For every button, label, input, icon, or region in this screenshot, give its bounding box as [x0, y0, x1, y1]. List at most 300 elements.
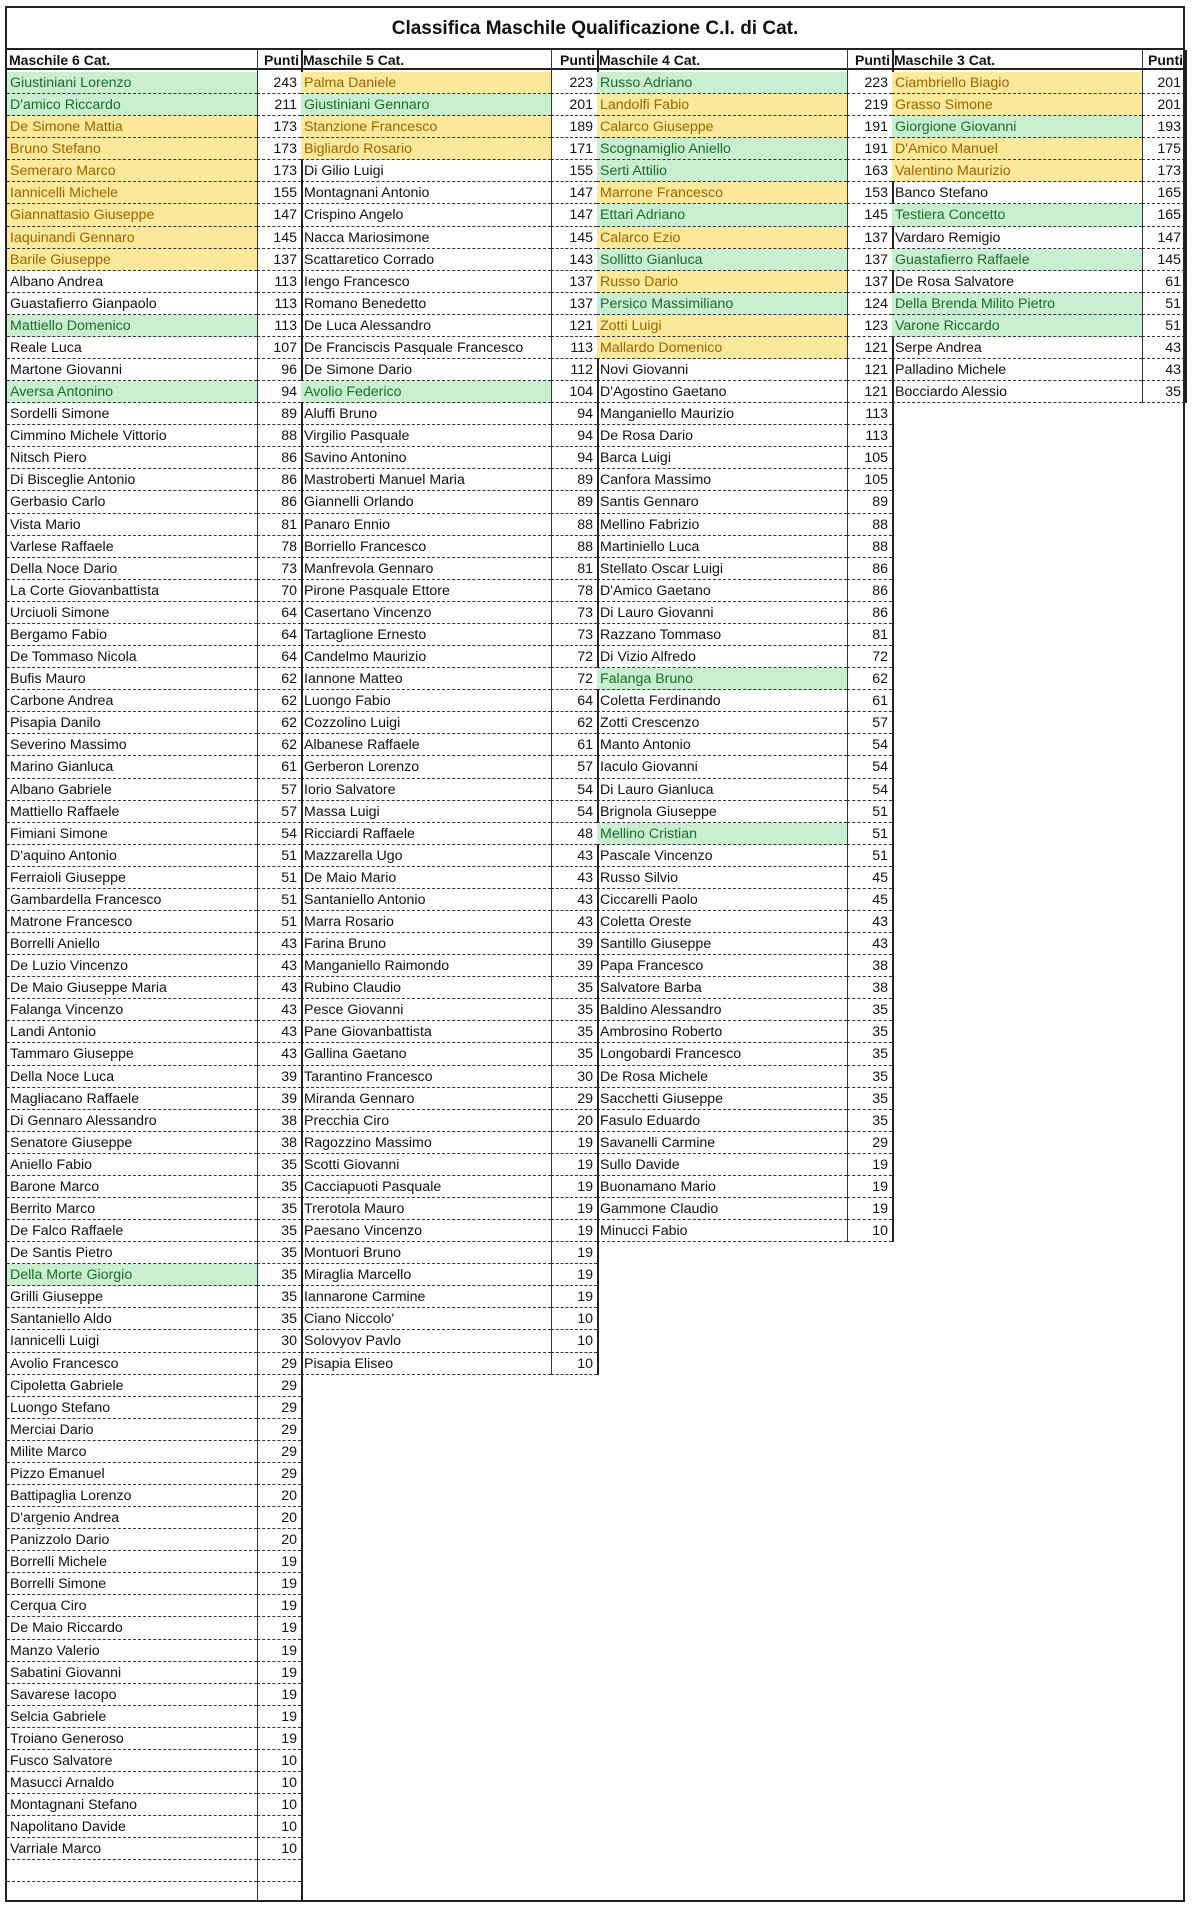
- player-points: 30: [257, 1330, 301, 1352]
- table-row: [301, 955, 597, 977]
- player-name: Varlese Raffaele: [7, 536, 257, 558]
- column-title: Maschile 5 Cat.: [303, 52, 405, 68]
- player-name: Mattiello Raffaele: [7, 801, 257, 823]
- player-name: Farina Bruno: [301, 933, 551, 955]
- player-name: Ragozzino Massimo: [301, 1132, 551, 1154]
- player-points: 29: [257, 1397, 301, 1419]
- player-points: 19: [551, 1220, 597, 1242]
- player-points: 35: [847, 999, 892, 1021]
- player-name: Rubino Claudio: [301, 977, 551, 999]
- player-points: 107: [257, 337, 301, 359]
- player-name: De Franciscis Pasquale Francesco: [301, 337, 551, 359]
- player-points: 96: [257, 359, 301, 381]
- player-name: De Tommaso Nicola: [7, 646, 257, 668]
- player-name: Albanese Raffaele: [301, 734, 551, 756]
- player-points: 39: [551, 955, 597, 977]
- table-row: [301, 249, 597, 271]
- player-points: 19: [257, 1706, 301, 1728]
- player-name: Santaniello Aldo: [7, 1308, 257, 1330]
- player-name: Troiano Generoso: [7, 1728, 257, 1750]
- player-name: De Rosa Michele: [597, 1066, 847, 1088]
- player-points: 19: [257, 1573, 301, 1595]
- player-name: Montagnani Antonio: [301, 182, 551, 204]
- player-name: Luongo Fabio: [301, 690, 551, 712]
- player-points: 57: [847, 712, 892, 734]
- player-points: 51: [257, 889, 301, 911]
- player-points: 81: [551, 558, 597, 580]
- player-points: 171: [551, 138, 597, 160]
- player-points: 19: [257, 1595, 301, 1617]
- player-name: Savarese Iacopo: [7, 1684, 257, 1706]
- column-divider: [1185, 50, 1187, 403]
- player-name: Marino Gianluca: [7, 756, 257, 778]
- table-row: [301, 1264, 597, 1286]
- player-name: Pane Giovanbattista: [301, 1021, 551, 1043]
- player-points: 19: [257, 1640, 301, 1662]
- player-name: Precchia Ciro: [301, 1110, 551, 1132]
- player-name: Mattiello Domenico: [7, 315, 257, 337]
- player-name: Bruno Stefano: [7, 138, 257, 160]
- player-points: 19: [551, 1198, 597, 1220]
- player-name: Ciano Niccolo': [301, 1308, 551, 1330]
- player-name: Salvatore Barba: [597, 977, 847, 999]
- table-row: [301, 756, 597, 778]
- player-name: Sacchetti Giuseppe: [597, 1088, 847, 1110]
- player-name: Canfora Massimo: [597, 469, 847, 491]
- player-points: 43: [847, 933, 892, 955]
- player-points: 121: [847, 337, 892, 359]
- player-name: Reale Luca: [7, 337, 257, 359]
- player-name: Santaniello Antonio: [301, 889, 551, 911]
- page-title: Classifica Maschile Qualificazione C.I. di Cat.: [7, 8, 1183, 50]
- player-name: Avolio Francesco: [7, 1353, 257, 1375]
- player-points: 73: [257, 558, 301, 580]
- player-points: 35: [1142, 381, 1185, 403]
- player-name: Martone Giovanni: [7, 359, 257, 381]
- player-name: Della Noce Luca: [7, 1066, 257, 1088]
- player-name: Della Brenda Milito Pietro: [892, 293, 1142, 315]
- player-points: 39: [257, 1066, 301, 1088]
- player-name: Razzano Tommaso: [597, 624, 847, 646]
- player-name: Mastroberti Manuel Maria: [301, 469, 551, 491]
- player-name: La Corte Giovanbattista: [7, 580, 257, 602]
- table-row: [301, 668, 597, 690]
- player-points: 35: [257, 1308, 301, 1330]
- player-points: 54: [551, 801, 597, 823]
- table-row: [301, 602, 597, 624]
- player-name: Vardaro Remigio: [892, 227, 1142, 249]
- player-name: Falanga Bruno: [597, 668, 847, 690]
- player-name: Pascale Vincenzo: [597, 845, 847, 867]
- player-points: 201: [551, 94, 597, 116]
- table-row: [301, 491, 597, 513]
- table-row: [301, 1154, 597, 1176]
- table-row: [301, 801, 597, 823]
- player-name: Gallina Gaetano: [301, 1043, 551, 1065]
- player-points: 43: [257, 933, 301, 955]
- player-points: 173: [257, 116, 301, 138]
- player-points: 35: [551, 1043, 597, 1065]
- player-points: 19: [847, 1154, 892, 1176]
- player-name: Della Noce Dario: [7, 558, 257, 580]
- player-name: Giustiniani Lorenzo: [7, 72, 257, 94]
- player-points: 19: [551, 1264, 597, 1286]
- player-name: Scattaretico Corrado: [301, 249, 551, 271]
- player-points: 191: [847, 116, 892, 138]
- table-row: [301, 1198, 597, 1220]
- player-points: 10: [551, 1308, 597, 1330]
- player-points: 54: [847, 734, 892, 756]
- player-points: 51: [847, 845, 892, 867]
- player-points: 43: [257, 955, 301, 977]
- player-name: Pirone Pasquale Ettore: [301, 580, 551, 602]
- player-points: 19: [551, 1176, 597, 1198]
- player-name: Tammaro Giuseppe: [7, 1043, 257, 1065]
- player-points: 61: [1142, 271, 1185, 293]
- table-row: [301, 1242, 597, 1264]
- player-name: Bufis Mauro: [7, 668, 257, 690]
- player-name: Iaculo Giovanni: [597, 756, 847, 778]
- player-name: Sullo Davide: [597, 1154, 847, 1176]
- player-name: Ferraioli Giuseppe: [7, 867, 257, 889]
- table-row: [301, 1308, 597, 1330]
- player-points: 43: [847, 911, 892, 933]
- player-name: Barca Luigi: [597, 447, 847, 469]
- player-points: 45: [847, 867, 892, 889]
- player-points: 29: [847, 1132, 892, 1154]
- player-points: 86: [847, 602, 892, 624]
- player-name: Manto Antonio: [597, 734, 847, 756]
- player-name: Carbone Andrea: [7, 690, 257, 712]
- player-name: Pisapia Eliseo: [301, 1353, 551, 1375]
- player-points: 35: [551, 999, 597, 1021]
- table-row: [301, 1110, 597, 1132]
- player-points: 48: [551, 823, 597, 845]
- player-points: 72: [551, 668, 597, 690]
- player-points: 29: [257, 1375, 301, 1397]
- player-points: 64: [257, 602, 301, 624]
- player-name: Paesano Vincenzo: [301, 1220, 551, 1242]
- player-points: 35: [551, 977, 597, 999]
- player-points: 137: [847, 249, 892, 271]
- player-points: 35: [847, 1110, 892, 1132]
- player-points: 104: [551, 381, 597, 403]
- player-name: Senatore Giuseppe: [7, 1132, 257, 1154]
- player-points: 19: [847, 1176, 892, 1198]
- player-name: Baldino Alessandro: [597, 999, 847, 1021]
- player-points: 86: [257, 469, 301, 491]
- player-points: 70: [257, 580, 301, 602]
- player-name: De Maio Riccardo: [7, 1617, 257, 1639]
- player-name: Sordelli Simone: [7, 403, 257, 425]
- player-name: Avolio Federico: [301, 381, 551, 403]
- table-row: [301, 94, 597, 116]
- player-name: De Rosa Salvatore: [892, 271, 1142, 293]
- player-name: Longobardi Francesco: [597, 1043, 847, 1065]
- player-name: Giannattasio Giuseppe: [7, 204, 257, 226]
- player-points: 54: [847, 756, 892, 778]
- player-name: Di Bisceglie Antonio: [7, 469, 257, 491]
- player-points: 43: [1142, 359, 1185, 381]
- player-points: 51: [257, 845, 301, 867]
- player-name: Nitsch Piero: [7, 447, 257, 469]
- table-row: [301, 624, 597, 646]
- player-points: 43: [257, 1021, 301, 1043]
- player-points: 73: [551, 602, 597, 624]
- player-points: 112: [551, 359, 597, 381]
- player-points: 86: [847, 558, 892, 580]
- player-name: Borriello Francesco: [301, 536, 551, 558]
- table-row: [301, 867, 597, 889]
- player-points: 62: [257, 712, 301, 734]
- player-points: 19: [551, 1132, 597, 1154]
- player-points: 38: [847, 955, 892, 977]
- player-name: Iannarone Carmine: [301, 1286, 551, 1308]
- table-row: [301, 845, 597, 867]
- player-name: De Maio Giuseppe Maria: [7, 977, 257, 999]
- player-name: Manganiello Raimondo: [301, 955, 551, 977]
- player-name: Zotti Crescenzo: [597, 712, 847, 734]
- player-name: Novi Giovanni: [597, 359, 847, 381]
- player-points: 163: [847, 160, 892, 182]
- player-points: 113: [257, 315, 301, 337]
- player-points: 147: [1142, 227, 1185, 249]
- player-name: D'argenio Andrea: [7, 1507, 257, 1529]
- player-name: Coletta Ferdinando: [597, 690, 847, 712]
- player-name: Manfrevola Gennaro: [301, 558, 551, 580]
- player-points: 51: [1142, 315, 1185, 337]
- player-points: 38: [847, 977, 892, 999]
- table-row: [301, 1176, 597, 1198]
- player-name: Mellino Fabrizio: [597, 514, 847, 536]
- table-row: [301, 558, 597, 580]
- player-points: 121: [551, 315, 597, 337]
- player-points: 88: [847, 514, 892, 536]
- player-name: Matrone Francesco: [7, 911, 257, 933]
- table-row: [301, 977, 597, 999]
- table-row: [301, 1043, 597, 1065]
- player-name: D'amico Riccardo: [7, 94, 257, 116]
- player-name: Banco Stefano: [892, 182, 1142, 204]
- player-points: 43: [1142, 337, 1185, 359]
- player-points: 78: [257, 536, 301, 558]
- player-points: 30: [551, 1066, 597, 1088]
- player-points: 19: [551, 1154, 597, 1176]
- player-name: Iorio Salvatore: [301, 779, 551, 801]
- player-name: Aversa Antonino: [7, 381, 257, 403]
- table-row: [301, 271, 597, 293]
- player-points: 145: [551, 227, 597, 249]
- player-points: 201: [1142, 72, 1185, 94]
- table-row: [301, 381, 597, 403]
- player-points: 94: [551, 403, 597, 425]
- player-points: 38: [257, 1132, 301, 1154]
- player-points: 155: [551, 160, 597, 182]
- player-points: 57: [257, 779, 301, 801]
- player-points: 173: [257, 160, 301, 182]
- player-points: 62: [257, 690, 301, 712]
- player-name: Gerbasio Carlo: [7, 491, 257, 513]
- player-points: 155: [257, 182, 301, 204]
- table-row: [301, 1088, 597, 1110]
- player-name: Brignola Giuseppe: [597, 801, 847, 823]
- player-points: 19: [551, 1242, 597, 1264]
- player-points: 113: [257, 293, 301, 315]
- player-points: 43: [257, 1043, 301, 1065]
- player-name: Stellato Oscar Luigi: [597, 558, 847, 580]
- player-name: Cacciapuoti Pasquale: [301, 1176, 551, 1198]
- player-name: Palladino Michele: [892, 359, 1142, 381]
- player-points: 173: [1142, 160, 1185, 182]
- player-name: Calarco Giuseppe: [597, 116, 847, 138]
- player-name: Ciccarelli Paolo: [597, 889, 847, 911]
- player-name: Albano Andrea: [7, 271, 257, 293]
- player-points: 137: [257, 249, 301, 271]
- player-name: Varriale Marco: [7, 1838, 257, 1860]
- player-points: 113: [551, 337, 597, 359]
- player-points: 211: [257, 94, 301, 116]
- table-row: [301, 1330, 597, 1352]
- player-name: Mazzarella Ugo: [301, 845, 551, 867]
- player-points: 43: [551, 845, 597, 867]
- player-name: Di Gilio Luigi: [301, 160, 551, 182]
- player-points: 219: [847, 94, 892, 116]
- player-points: 223: [847, 72, 892, 94]
- player-name: Ciambriello Biagio: [892, 72, 1142, 94]
- player-points: 89: [257, 403, 301, 425]
- player-name: Masucci Arnaldo: [7, 1772, 257, 1794]
- player-points: 89: [551, 491, 597, 513]
- player-points: 124: [847, 293, 892, 315]
- player-points: 86: [257, 491, 301, 513]
- table-row: [301, 779, 597, 801]
- player-points: 145: [847, 204, 892, 226]
- player-points: 35: [551, 1021, 597, 1043]
- player-name: Valentino Maurizio: [892, 160, 1142, 182]
- player-points: 29: [551, 1088, 597, 1110]
- player-name: Miraglia Marcello: [301, 1264, 551, 1286]
- table-row: [301, 72, 597, 94]
- player-name: Buonamano Mario: [597, 1176, 847, 1198]
- player-points: 105: [847, 447, 892, 469]
- player-points: 57: [257, 801, 301, 823]
- player-name: Guastafierro Raffaele: [892, 249, 1142, 271]
- player-name: Tartaglione Ernesto: [301, 624, 551, 646]
- player-name: Stanzione Francesco: [301, 116, 551, 138]
- player-points: 94: [551, 425, 597, 447]
- column-divider: [551, 50, 552, 1375]
- player-name: Gambardella Francesco: [7, 889, 257, 911]
- player-name: Savanelli Carmine: [597, 1132, 847, 1154]
- player-name: Fimiani Simone: [7, 823, 257, 845]
- player-name: Nacca Mariosimone: [301, 227, 551, 249]
- player-points: 72: [847, 646, 892, 668]
- player-name: Guastafierro Gianpaolo: [7, 293, 257, 315]
- table-row: [301, 403, 597, 425]
- player-name: Scotti Giovanni: [301, 1154, 551, 1176]
- player-name: Marrone Francesco: [597, 182, 847, 204]
- player-points: 10: [257, 1794, 301, 1816]
- player-name: D'Amico Manuel: [892, 138, 1142, 160]
- player-points: 173: [257, 138, 301, 160]
- player-name: Landolfi Fabio: [597, 94, 847, 116]
- player-name: Coletta Oreste: [597, 911, 847, 933]
- table-row: [301, 646, 597, 668]
- player-points: 19: [551, 1286, 597, 1308]
- player-name: Urciuoli Simone: [7, 602, 257, 624]
- points-header: Punti: [560, 52, 595, 68]
- table-row: [301, 359, 597, 381]
- player-points: 43: [257, 999, 301, 1021]
- player-name: Di Gennaro Alessandro: [7, 1110, 257, 1132]
- player-points: 61: [551, 734, 597, 756]
- column-title: Maschile 3 Cat.: [894, 52, 996, 68]
- player-name: De Santis Pietro: [7, 1242, 257, 1264]
- player-name: Landi Antonio: [7, 1021, 257, 1043]
- column-title: Maschile 4 Cat.: [599, 52, 701, 68]
- player-points: 35: [847, 1021, 892, 1043]
- table-row: [301, 447, 597, 469]
- player-points: 51: [1142, 293, 1185, 315]
- player-name: Cerqua Ciro: [7, 1595, 257, 1617]
- player-points: 35: [847, 1088, 892, 1110]
- player-points: 88: [551, 514, 597, 536]
- player-points: 62: [847, 668, 892, 690]
- player-name: Gerberon Lorenzo: [301, 756, 551, 778]
- column-divider: [1142, 50, 1143, 403]
- player-points: 137: [551, 293, 597, 315]
- player-points: 54: [847, 779, 892, 801]
- player-points: 35: [257, 1242, 301, 1264]
- player-points: 191: [847, 138, 892, 160]
- player-points: 20: [257, 1485, 301, 1507]
- player-name: Panaro Ennio: [301, 514, 551, 536]
- player-points: 165: [1142, 182, 1185, 204]
- player-points: 137: [847, 271, 892, 293]
- player-name: Selcia Gabriele: [7, 1706, 257, 1728]
- player-points: 113: [847, 425, 892, 447]
- player-points: 61: [847, 690, 892, 712]
- player-name: Cimmino Michele Vittorio: [7, 425, 257, 447]
- table-row: [301, 138, 597, 160]
- player-points: 29: [257, 1463, 301, 1485]
- player-points: 86: [257, 447, 301, 469]
- player-name: De Simone Mattia: [7, 116, 257, 138]
- player-name: Barile Giuseppe: [7, 249, 257, 271]
- player-name: Russo Adriano: [597, 72, 847, 94]
- player-name: De Falco Raffaele: [7, 1220, 257, 1242]
- table-row: [301, 911, 597, 933]
- player-name: Giustiniani Gennaro: [301, 94, 551, 116]
- player-name: Albano Gabriele: [7, 779, 257, 801]
- player-points: 20: [257, 1507, 301, 1529]
- points-header: Punti: [855, 52, 890, 68]
- player-name: De Luca Alessandro: [301, 315, 551, 337]
- table-row: [301, 933, 597, 955]
- player-name: Merciai Dario: [7, 1419, 257, 1441]
- player-name: Serpe Andrea: [892, 337, 1142, 359]
- player-name: Borrelli Simone: [7, 1573, 257, 1595]
- player-name: Manganiello Maurizio: [597, 403, 847, 425]
- player-name: Solovyov Pavlo: [301, 1330, 551, 1352]
- table-row: [301, 315, 597, 337]
- player-name: Iannicelli Michele: [7, 182, 257, 204]
- player-name: Trerotola Mauro: [301, 1198, 551, 1220]
- player-points: 35: [847, 1043, 892, 1065]
- player-points: 81: [257, 514, 301, 536]
- player-name: Montagnani Stefano: [7, 1794, 257, 1816]
- player-points: 35: [257, 1220, 301, 1242]
